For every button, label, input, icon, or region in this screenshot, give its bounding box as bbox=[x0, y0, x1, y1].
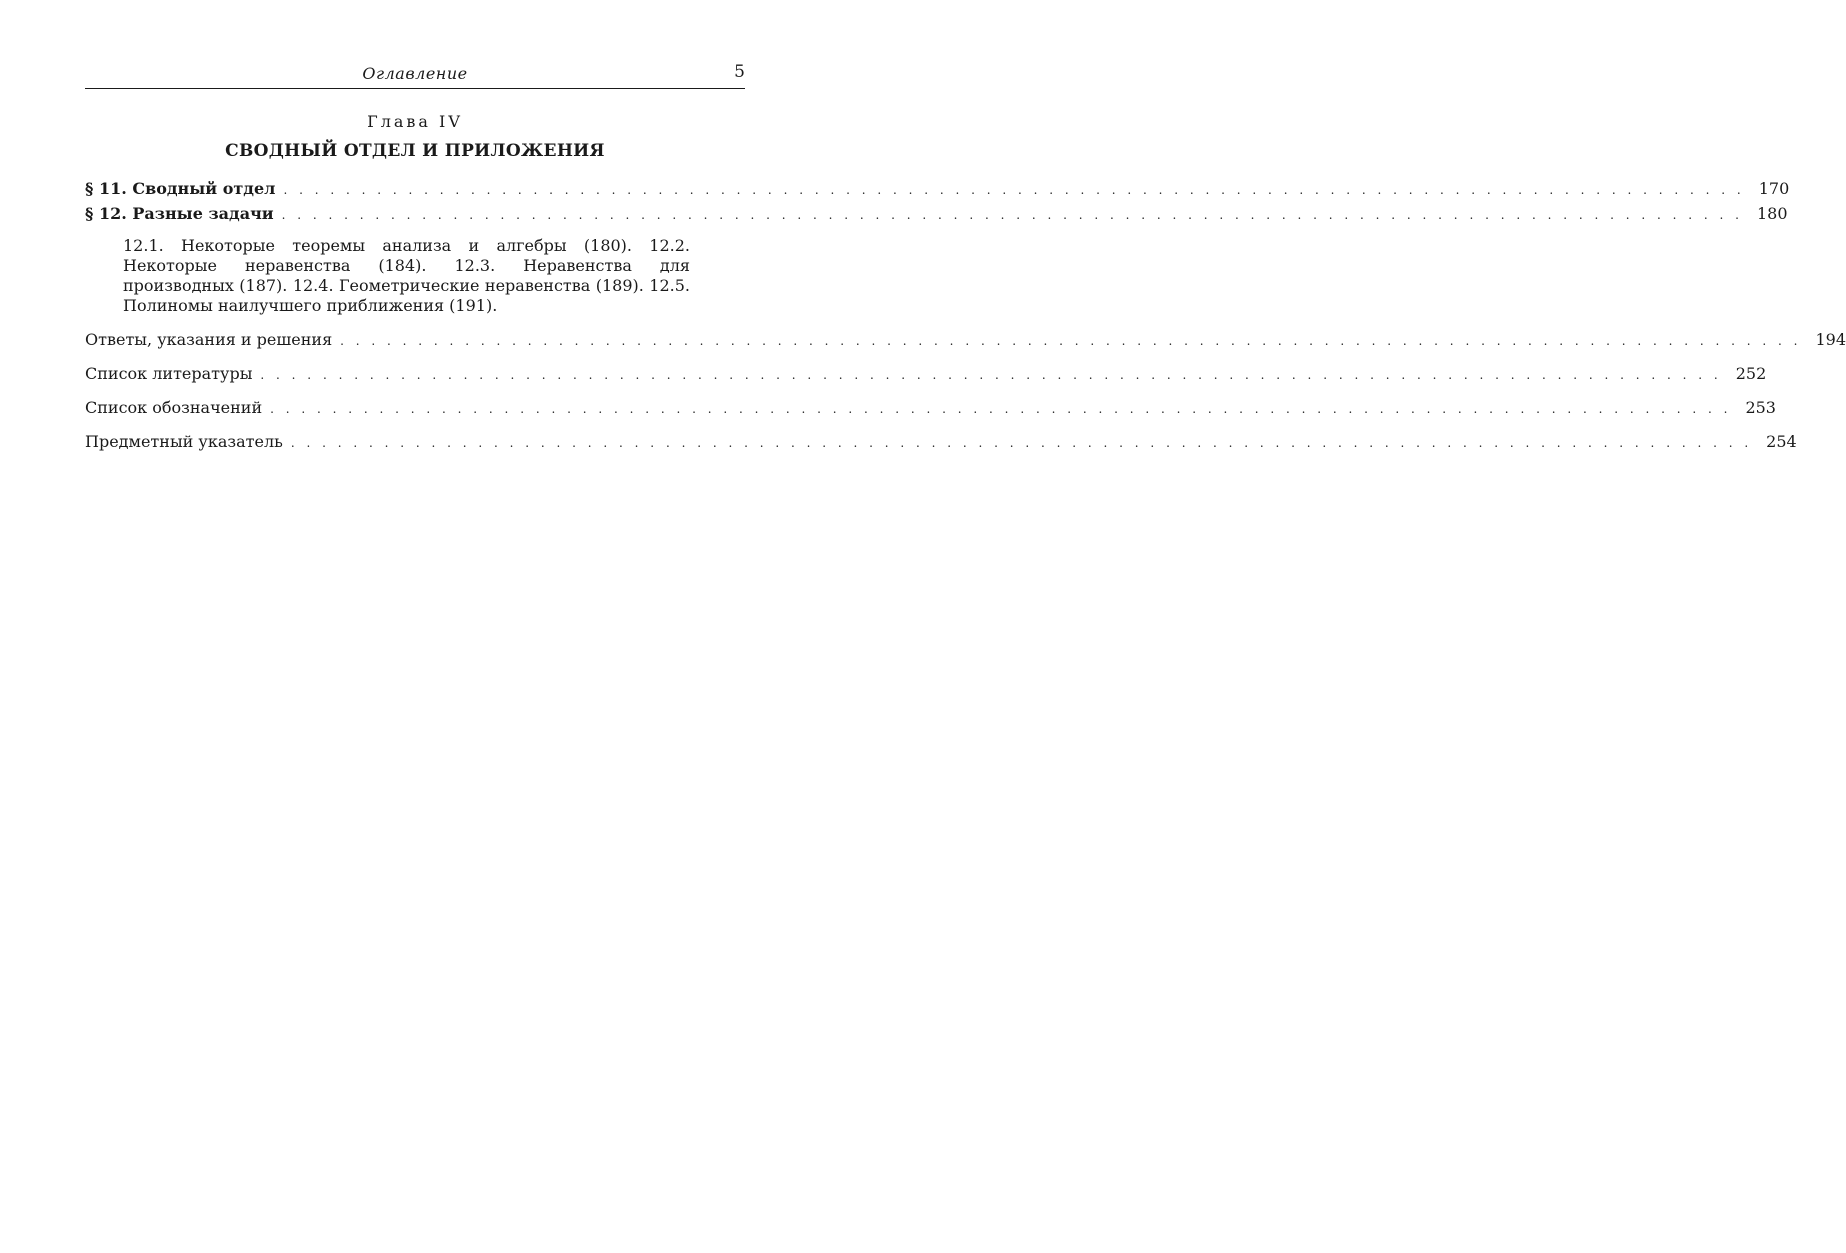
toc-entry-page: 254 bbox=[1766, 432, 1797, 451]
section-12-subsections: 12.1. Некоторые теоремы анализа и алгебры (180). 12.2. Некоторые неравенства (184). 12.3. Неравенства для производных (187). 12.4. Геометрические неравенства (189). 12.5. Полиномы наилучшего приближения (191). bbox=[123, 236, 690, 315]
toc-leader-dots: . . . . . . . . . . . . . . . . . . . . . . . . . . . . . . . . . . . . . . . . . . . . . . . . . . . . . . . . . . . . . . . . . . . . . . . . . . . . . . . . . . . . . . . . . . . . . . bbox=[283, 183, 1745, 197]
running-header bbox=[85, 60, 745, 89]
toc-entry-page: 180 bbox=[1756, 204, 1788, 223]
toc-entry-label: § 12. Разные задачи bbox=[85, 204, 274, 223]
toc-entry-index[interactable] bbox=[85, 430, 1797, 455]
toc-page bbox=[85, 60, 1846, 455]
toc-entry-label: Список литературы bbox=[85, 364, 253, 383]
toc-leader-dots: . . . . . . . . . . . . . . . . . . . . . . . . . . . . . . . . . . . . . . . . . . . . . . . . . . . . . . . . . . . . . . . . . . . . . . . . . . . . . . . . . . . . . . . . . . . . . . bbox=[290, 436, 1753, 450]
toc-entry-answers[interactable] bbox=[85, 328, 1846, 353]
chapter-label: Глава IV bbox=[367, 112, 463, 131]
toc-entry-section-12[interactable] bbox=[85, 202, 1788, 227]
toc-leader-dots: . . . . . . . . . . . . . . . . . . . . . . . . . . . . . . . . . . . . . . . . . . . . . . . . . . . . . . . . . . . . . . . . . . . . . . . . . . . . . . . . . . . . . . . . . . . . . . bbox=[270, 402, 1732, 416]
toc-leader-dots: . . . . . . . . . . . . . . . . . . . . . . . . . . . . . . . . . . . . . . . . . . . . . . . . . . . . . . . . . . . . . . . . . . . . . . . . . . . . . . . . . . . . . . . . . . . . . . bbox=[281, 208, 1743, 222]
toc-entry-label: Список обозначений bbox=[85, 398, 263, 417]
toc-entry-page: 194 bbox=[1815, 330, 1846, 349]
toc-entry-label: Предметный указатель bbox=[85, 432, 283, 451]
toc-entry-section-11[interactable] bbox=[85, 177, 1790, 202]
toc-entry-notation[interactable] bbox=[85, 396, 1776, 421]
toc-entry-page: 252 bbox=[1735, 364, 1767, 383]
toc-entry-bibliography[interactable] bbox=[85, 362, 1767, 387]
page-number: 5 bbox=[734, 62, 745, 82]
toc-entry-label: Ответы, указания и решения bbox=[85, 330, 333, 349]
toc-entry-label: § 11. Сводный отдел bbox=[85, 179, 276, 198]
toc-leader-dots: . . . . . . . . . . . . . . . . . . . . . . . . . . . . . . . . . . . . . . . . . . . . . . . . . . . . . . . . . . . . . . . . . . . . . . . . . . . . . . . . . . . . . . . . . . . . . . bbox=[340, 334, 1802, 348]
toc-leader-dots: . . . . . . . . . . . . . . . . . . . . . . . . . . . . . . . . . . . . . . . . . . . . . . . . . . . . . . . . . . . . . . . . . . . . . . . . . . . . . . . . . . . . . . . . . . . . . . bbox=[260, 368, 1722, 382]
table-of-contents bbox=[85, 177, 1846, 455]
running-title: Оглавление bbox=[362, 64, 468, 83]
toc-entry-page: 170 bbox=[1758, 179, 1790, 198]
toc-entry-page: 253 bbox=[1745, 398, 1776, 417]
chapter-title: СВОДНЫЙ ОТДЕЛ И ПРИЛОЖЕНИЯ bbox=[225, 141, 605, 161]
